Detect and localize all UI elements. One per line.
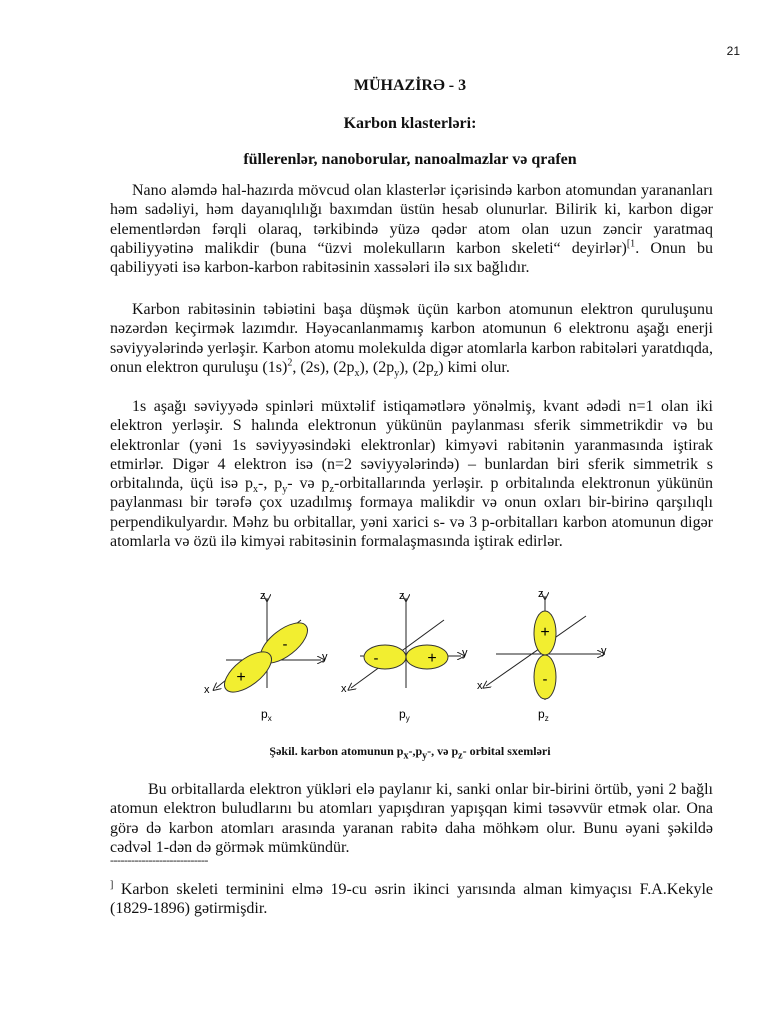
subscript: y [422, 750, 428, 762]
subscript: y [282, 484, 288, 496]
subscript: y [394, 368, 400, 380]
paragraph-text: Nano aləmdə hal-hazırda mövcud olan klasterlər içərisində karbon atomundan yarananları həm sadəliyi, həm dayanıqlılığı baxımdan üstün hesab olunurlar. Bilirik ki, karbon digər elementlərdən fərqli olaraq, tərkibində yüzə qədər atom olan uzun zəncir yaratmaq qabiliyyətinə malikdir (buna “üzvi molekulların karbon skeleti“ deyirlər) [110, 182, 713, 257]
orbital-lobe [364, 645, 406, 669]
minus-sign: - [542, 671, 548, 688]
paragraph-text: ), (2p [399, 358, 434, 376]
paragraph-intro [110, 181, 713, 277]
axis-label-z: z [399, 590, 405, 602]
paragraph-text: - və p [287, 475, 330, 493]
subscript: x [403, 750, 409, 762]
orbital-label-px: $p_x$ [261, 707, 272, 723]
pz-orbital-diagram [477, 588, 607, 723]
py-orbital-diagram [341, 590, 468, 723]
orbital-diagram [196, 588, 616, 728]
paragraph-text: , (2s), (2p [292, 358, 355, 376]
plus-sign: + [427, 650, 437, 667]
footnote [110, 880, 713, 918]
caption-text: - orbital sxemləri [462, 744, 551, 758]
paragraph-text: ) kimi olur. [438, 358, 510, 376]
caption-text: -,p [408, 744, 423, 758]
page-number: 21 [726, 44, 740, 58]
figure-caption [110, 744, 710, 762]
footnote-separator: ---------------------------- [110, 853, 208, 867]
plus-sign: + [540, 624, 550, 641]
axis-label-z: z [260, 590, 266, 602]
plus-sign: + [236, 669, 246, 686]
px-orbital-diagram [204, 590, 328, 723]
footnote-mark: ] [110, 879, 114, 891]
axis-label-x: x [204, 684, 210, 696]
subscript: x [252, 484, 258, 496]
paragraph-electron-structure [110, 300, 713, 380]
section-title: Karbon klasterləri: [343, 115, 477, 132]
subscript: x [354, 368, 360, 380]
paragraph-text: Karbon rabitəsinin təbiətini başa düşmək üçün karbon atomunun elektron quruluşunu nəzərdən keçirmək lazımdır. Həyəcanlanmamış karbon atomunun 6 elektronu aşağı enerji səviyyələrində yerləşir. Karbon atomu molekulda digər atomlarla karbon rabitələri yaratdıqda, onun elektron quruluşu (1s) [110, 301, 713, 376]
axis-label-x: x [341, 683, 347, 695]
subscript: z [329, 484, 334, 496]
paragraph-text: -, p [257, 475, 283, 493]
caption-text: Şəkil. karbon atomunun p [269, 744, 404, 758]
axis-label-x: x [477, 680, 483, 692]
superscript: 2 [287, 357, 293, 369]
minus-sign: - [373, 650, 379, 667]
paragraph-orbitals [110, 397, 713, 551]
footnote-reference: [1 [626, 238, 636, 250]
caption-text: -, və p [427, 744, 459, 758]
minus-sign: - [282, 636, 288, 653]
orbital-figure [196, 588, 616, 728]
paragraph-text: Bu orbitallarda elektron yükləri elə paylanır ki, sanki onlar bir-birini örtüb, yəni 2 bağlı atomun elektron buludlarını bu atomları yapışdıran yapışqan kimi təsəvvür etmək olar. Ona görə də karbon atomları arasında yaranan rabitə daha möhkəm olur. Bunu əyani şəkildə cədvəl 1-dən də görmək mümkündür. [110, 781, 713, 856]
orbital-label-py: $p_y$ [399, 707, 410, 723]
paragraph-text: ), (2p [359, 358, 395, 376]
paragraph-text: -orbitallarında yerləşir. p orbitalında elektronun yükünün paylanması bir tərəfə çox uzadılmış formaya malikdir və onun oxları bir-birinə qarşılıqlı perpendikulyardır. Məhz bu orbitallar, yəni xarici s- və 3 p-orbitalları karbon atomunun digər atomlarla və özü ilə kimyəi rabitəsinin formalaşmasında iştirak edirlər. [110, 475, 714, 551]
footnote-text: Karbon skeleti terminini elmə 19-cu əsrin ikinci yarısında alman kimyaçısı F.A.Kekyle (1829-1896) gətirmişdir. [110, 881, 713, 917]
orbital-label-pz: $p_z$ [538, 707, 549, 723]
paragraph-bonding [110, 780, 713, 857]
subscript: z [458, 750, 463, 762]
lecture-heading: MÜHAZİRƏ - 3 [353, 77, 467, 94]
paragraph-text: . Onun bu qabiliyyəti isə karbon-karbon rabitəsinin xassələri ilə sıx bağlıdır. [110, 239, 713, 277]
axis-label-y: y [462, 647, 468, 659]
axis-label-y: y [601, 645, 607, 657]
subscript: z [433, 368, 439, 380]
axis-label-z: z [538, 588, 544, 600]
paragraph-text: 1s aşağı səviyyədə spinləri müxtəlif istiqamətlərə yönəlmiş, kvant ədədi n=1 olan iki elektron yerləşir. S halında elektronun yükünün paylanması sferik simmetrikdir və bu elektronlar (yəni 1s səviyyəsindəki elektronlar) kimyəvi rabitənin yaranmasında iştirak etmirlər. Digər 4 elektron isə (n=2 səviyyələrində) – bunlardan biri sferik simmetrik s orbitalında, üçü isə p [110, 398, 713, 493]
section-subtitle: füllerenlər, nanoborular, nanoalmazlar və qrafen [243, 151, 577, 168]
axis-label-y: y [322, 651, 328, 663]
